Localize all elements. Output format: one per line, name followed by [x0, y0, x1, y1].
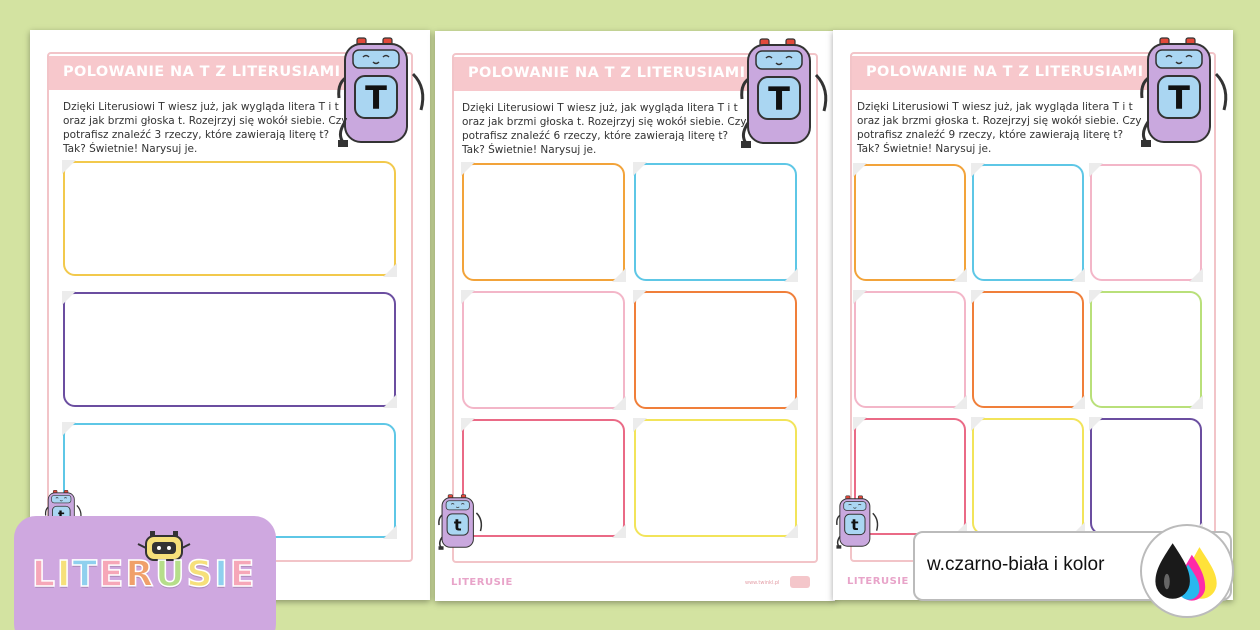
logo-letter: T	[72, 554, 99, 595]
corner-fold	[1089, 163, 1103, 177]
svg-text:t: t	[453, 515, 462, 535]
logo-letter: U	[155, 554, 187, 595]
drawing-box	[462, 291, 625, 409]
corner-fold	[62, 160, 76, 174]
corner-fold	[1089, 417, 1103, 431]
corner-fold	[853, 290, 867, 304]
logo-letter: S	[186, 554, 215, 595]
badge-label: w.czarno-biała i kolor	[927, 554, 1105, 575]
robot-mascot-image	[738, 37, 833, 149]
corner-fold	[853, 417, 867, 431]
drawing-box	[462, 163, 625, 281]
title-banner	[49, 56, 349, 90]
svg-text:T: T	[365, 79, 387, 117]
corner-fold	[1189, 395, 1203, 409]
footer-publisher-logo	[790, 576, 810, 588]
corner-fold	[383, 394, 397, 408]
corner-fold	[784, 268, 798, 282]
corner-fold	[383, 525, 397, 539]
instructions-text: Dzięki Literusiowi T wiesz już, jak wygląda litera T i t oraz jak brzmi głoska t. Rozejrzyj się wokół siebie. Czy potrafisz znaleźć 9 rzeczy, które zawierają literę t? Tak? Świetnie! Narysuj je.	[857, 101, 1142, 155]
literusie-brand-card	[14, 516, 276, 630]
drawing-box	[63, 292, 396, 407]
corner-fold	[953, 268, 967, 282]
robot-mascot	[439, 495, 482, 550]
corner-fold	[853, 163, 867, 177]
corner-fold	[461, 290, 475, 304]
corner-fold	[1071, 395, 1085, 409]
corner-fold	[62, 291, 76, 305]
logo-letter: R	[125, 554, 156, 595]
corner-fold	[62, 422, 76, 436]
robot-mascot	[836, 496, 877, 549]
corner-fold	[383, 263, 397, 277]
worksheet-page-6-boxes	[435, 31, 835, 601]
corner-fold	[461, 418, 475, 432]
corner-fold	[784, 396, 798, 410]
corner-fold	[971, 163, 985, 177]
svg-text:T: T	[1168, 79, 1190, 117]
corner-fold	[612, 396, 626, 410]
corner-fold	[1189, 268, 1203, 282]
corner-fold	[784, 524, 798, 538]
corner-fold	[953, 395, 967, 409]
worksheet-page-9-boxes	[833, 30, 1233, 600]
drawing-box	[63, 161, 396, 276]
drawing-box	[634, 419, 797, 537]
drawing-box	[634, 163, 797, 281]
drawing-box	[462, 419, 625, 537]
corner-fold	[461, 162, 475, 176]
logo-letter: I	[214, 554, 230, 595]
worksheet-title: POLOWANIE NA T Z LITERUSIAMI	[866, 64, 1144, 80]
ink-drops-icon	[1140, 524, 1234, 618]
small-robot-image	[437, 487, 485, 557]
worksheet-title: POLOWANIE NA T Z LITERUSIAMI	[63, 64, 341, 80]
literusie-logo-text	[32, 554, 256, 595]
logo-letter: E	[98, 554, 126, 595]
logo-letter: I	[56, 554, 73, 595]
corner-fold	[633, 290, 647, 304]
small-robot-image	[835, 488, 881, 556]
black-drop	[1155, 543, 1189, 599]
title-banner	[454, 57, 754, 91]
logo-letter: E	[229, 554, 257, 595]
corner-fold	[633, 418, 647, 432]
worksheet-title: POLOWANIE NA T Z LITERUSIAMI	[468, 65, 746, 81]
svg-text:T: T	[768, 80, 790, 118]
corner-fold	[971, 417, 985, 431]
logo-letter: L	[32, 554, 57, 595]
corner-fold	[612, 268, 626, 282]
drawing-box	[1090, 418, 1202, 535]
corner-fold	[971, 290, 985, 304]
drawing-box	[634, 291, 797, 409]
footer-brand-logo: LITERUSIE	[451, 577, 513, 588]
title-banner	[852, 56, 1152, 90]
drawing-box	[1090, 291, 1202, 408]
footer-brand-logo: LITERUSIE	[847, 576, 909, 587]
robot-mascot-image	[1138, 36, 1233, 148]
drawing-box	[972, 418, 1084, 535]
corner-fold	[1089, 290, 1103, 304]
drawing-box	[854, 164, 966, 281]
drawing-box	[972, 291, 1084, 408]
footer-url: www.twinkl.pl	[745, 580, 780, 586]
corner-fold	[633, 162, 647, 176]
worksheet-page-3-boxes	[30, 30, 430, 600]
drawing-box	[1090, 164, 1202, 281]
corner-fold	[1071, 268, 1085, 282]
drawing-box	[972, 164, 1084, 281]
svg-text:t: t	[851, 516, 859, 535]
instructions-text: Dzięki Literusiowi T wiesz już, jak wygląda litera T i t oraz jak brzmi głoska t. Rozejrzyj się wokół siebie. Czy potrafisz znaleźć 6 rzeczy, które zawierają literę t? Tak? Świetnie! Narysuj je.	[462, 102, 747, 156]
corner-fold	[612, 524, 626, 538]
instructions-text: Dzięki Literusiowi T wiesz już, jak wygląda litera T i t oraz jak brzmi głoska t. Rozejrzyj się wokół siebie. Czy potrafisz znaleźć 3 rzeczy, które zawierają literę t? Tak? Świetnie! Narysuj je.	[63, 101, 348, 155]
drawing-box	[854, 291, 966, 408]
robot-mascot	[1141, 38, 1226, 147]
robot-mascot	[741, 39, 826, 148]
